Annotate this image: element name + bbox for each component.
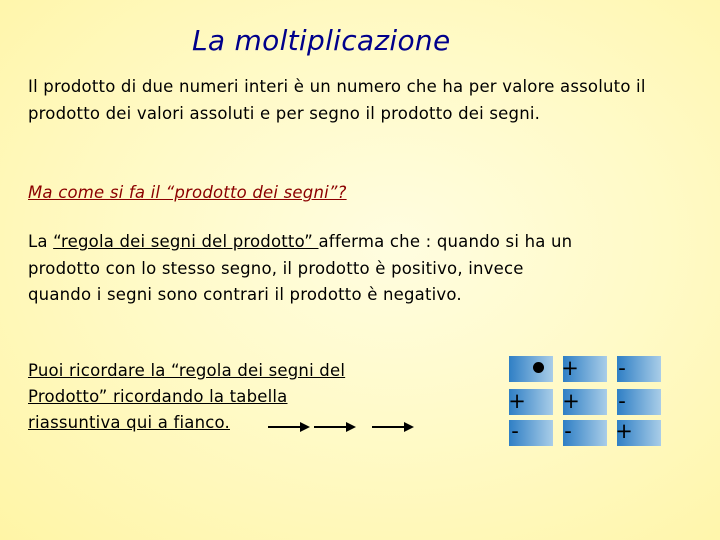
intro-line-1: Il prodotto di due numeri interi è un numero che ha per valore assoluto il	[28, 77, 646, 96]
rule-line-1	[28, 229, 668, 256]
page-title: La moltiplicazione	[192, 24, 451, 57]
intro-line-2: prodotto dei valori assoluti e per segno il prodotto dei segni.	[28, 103, 541, 123]
rule-line-1-rest: afferma che : quando si ha un	[318, 232, 573, 251]
table-corner-cell	[509, 356, 553, 382]
intro-paragraph	[28, 74, 708, 127]
table-row-label: -	[511, 419, 519, 443]
arrows-to-table	[266, 418, 416, 434]
table-header-sign: +	[561, 356, 579, 380]
reminder-line-3: riassuntiva qui a fianco.	[28, 413, 230, 432]
arrow-right-icon	[314, 422, 356, 432]
rule-prefix: La	[28, 232, 54, 251]
table-value: -	[564, 419, 572, 443]
rule-line-3: quando i segni sono contrari il prodotto è negativo.	[28, 285, 462, 304]
table-value: -	[618, 389, 626, 413]
table-value: +	[615, 419, 633, 443]
reminder-line-1: Puoi ricordare la “regola dei segni del	[28, 361, 346, 380]
sign-rule-question-link[interactable]: Ma come si fa il “prodotto dei segni”?	[28, 183, 347, 202]
reminder-line-2: Prodotto” ricordando la tabella	[28, 387, 288, 406]
rule-line-2: prodotto con lo stesso segno, il prodotto è positivo, invece	[28, 258, 524, 278]
rule-name-link[interactable]: “regola dei segni del prodotto”	[53, 232, 319, 251]
table-row-label: +	[508, 389, 526, 413]
table-value: +	[562, 389, 580, 413]
arrow-right-icon	[372, 422, 414, 432]
arrow-right-icon	[268, 422, 310, 432]
table-header-sign: -	[618, 356, 626, 380]
multiplication-dot-icon	[533, 362, 544, 373]
rule-paragraph	[28, 229, 668, 309]
